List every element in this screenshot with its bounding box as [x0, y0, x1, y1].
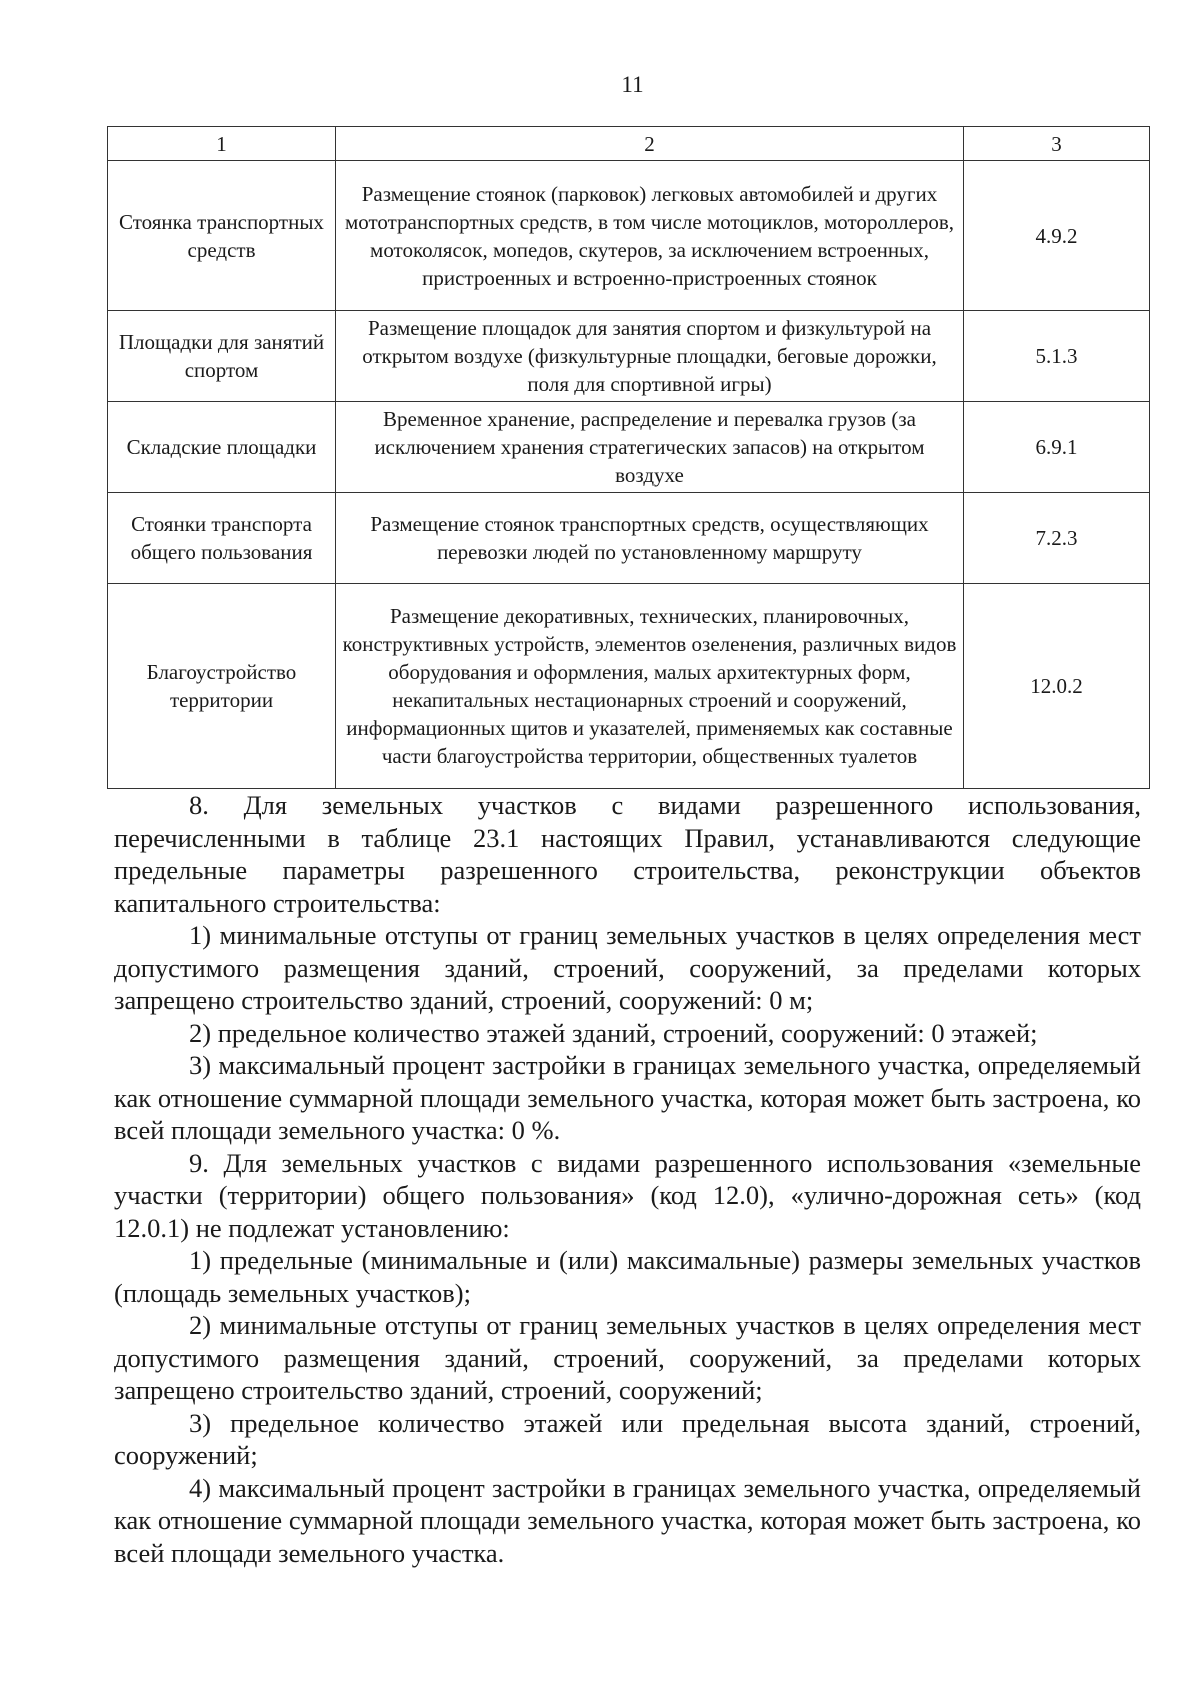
use-code-cell: 12.0.2 — [964, 584, 1150, 789]
use-description-cell: Временное хранение, распределение и перевалка грузов (за исключением хранения стратегических запасов) на открытом воздухе — [336, 402, 964, 493]
use-description-cell: Размещение стоянок (парковок) легковых автомобилей и других мототранспортных средств, в том числе мотоциклов, мотороллеров, мотоколясок, мопедов, скутеров, за исключением встроенных, пристроенных и встроенно-пристроенных стоянок — [336, 161, 964, 311]
use-description-cell: Размещение декоративных, технических, планировочных, конструктивных устройств, элементов озеленения, различных видов оборудования и оформления, малых архитектурных форм, некапитальных нестационарных строений и сооружений, информационных щитов и указателей, применяемых как составные части благоустройства территории, общественных туалетов — [336, 584, 964, 789]
paragraph: 1) предельные (минимальные и (или) максимальные) размеры земельных участков (площадь земельных участков); — [114, 1245, 1141, 1308]
paragraph: 3) максимальный процент застройки в границах земельного участка, определяемый как отношение суммарной площади земельного участка, которая может быть застроена, ко всей площади земельного участка: 0 %. — [114, 1050, 1141, 1145]
use-name-cell: Стоянки транспорта общего пользования — [108, 493, 336, 584]
column-header: 3 — [964, 127, 1150, 161]
use-name-cell: Складские площадки — [108, 402, 336, 493]
table-row — [108, 311, 1150, 402]
paragraph: 2) предельное количество этажей зданий, строений, сооружений: 0 этажей; — [189, 1017, 1038, 1048]
paragraph: 9. Для земельных участков с видами разрешенного использования «земельные участки (территории) общего пользования» (код 12.0), «улично-дорожная сеть» (код 12.0.1) не подлежат установлению: — [114, 1147, 1141, 1243]
table-header-row — [108, 127, 1150, 161]
paragraph: 1) минимальные отступы от границ земельных участков в целях определения мест допустимого размещения зданий, строений, сооружений, за пределами которых запрещено строительство зданий, строений, сооружений: 0 м; — [114, 920, 1141, 1015]
use-name-cell: Стоянка транспортных средств — [108, 161, 336, 311]
table-row — [108, 402, 1150, 493]
use-description-cell: Размещение площадок для занятия спортом и физкультурой на открытом воздухе (физкультурные площадки, беговые дорожки, поля для спортивной игры) — [336, 311, 964, 402]
use-code-cell: 7.2.3 — [964, 493, 1150, 584]
use-code-cell: 6.9.1 — [964, 402, 1150, 493]
paragraph: 8. Для земельных участков с видами разрешенного использования, перечисленными в таблице 23.1 настоящих Правил, устанавливаются следующие предельные параметры разрешенного строительства, реконструкции объектов капитального строительства: — [114, 790, 1141, 918]
table-row — [108, 584, 1150, 789]
page-number: 11 — [621, 72, 644, 97]
use-description-cell: Размещение стоянок транспортных средств, осуществляющих перевозки людей по установленному маршруту — [336, 493, 964, 584]
use-code-cell: 5.1.3 — [964, 311, 1150, 402]
column-header: 2 — [336, 127, 964, 161]
use-name-cell: Благоустройство территории — [108, 584, 336, 789]
column-header: 1 — [108, 127, 336, 161]
paragraph: 2) минимальные отступы от границ земельных участков в целях определения мест допустимого размещения зданий, строений, сооружений, за пределами которых запрещено строительство зданий, строений, сооружений; — [114, 1310, 1141, 1405]
table-row — [108, 161, 1150, 311]
use-code-cell: 4.9.2 — [964, 161, 1150, 311]
table-row — [108, 493, 1150, 584]
paragraph: 4) максимальный процент застройки в границах земельного участка, определяемый как отношение суммарной площади земельного участка, которая может быть застроена, ко всей площади земельного участка. — [114, 1472, 1141, 1568]
land-use-table — [107, 126, 1150, 789]
paragraph: 3) предельное количество этажей или предельная высота зданий, строений, сооружений; — [114, 1407, 1141, 1470]
body-text — [114, 789, 1141, 1569]
use-name-cell: Площадки для занятий спортом — [108, 311, 336, 402]
